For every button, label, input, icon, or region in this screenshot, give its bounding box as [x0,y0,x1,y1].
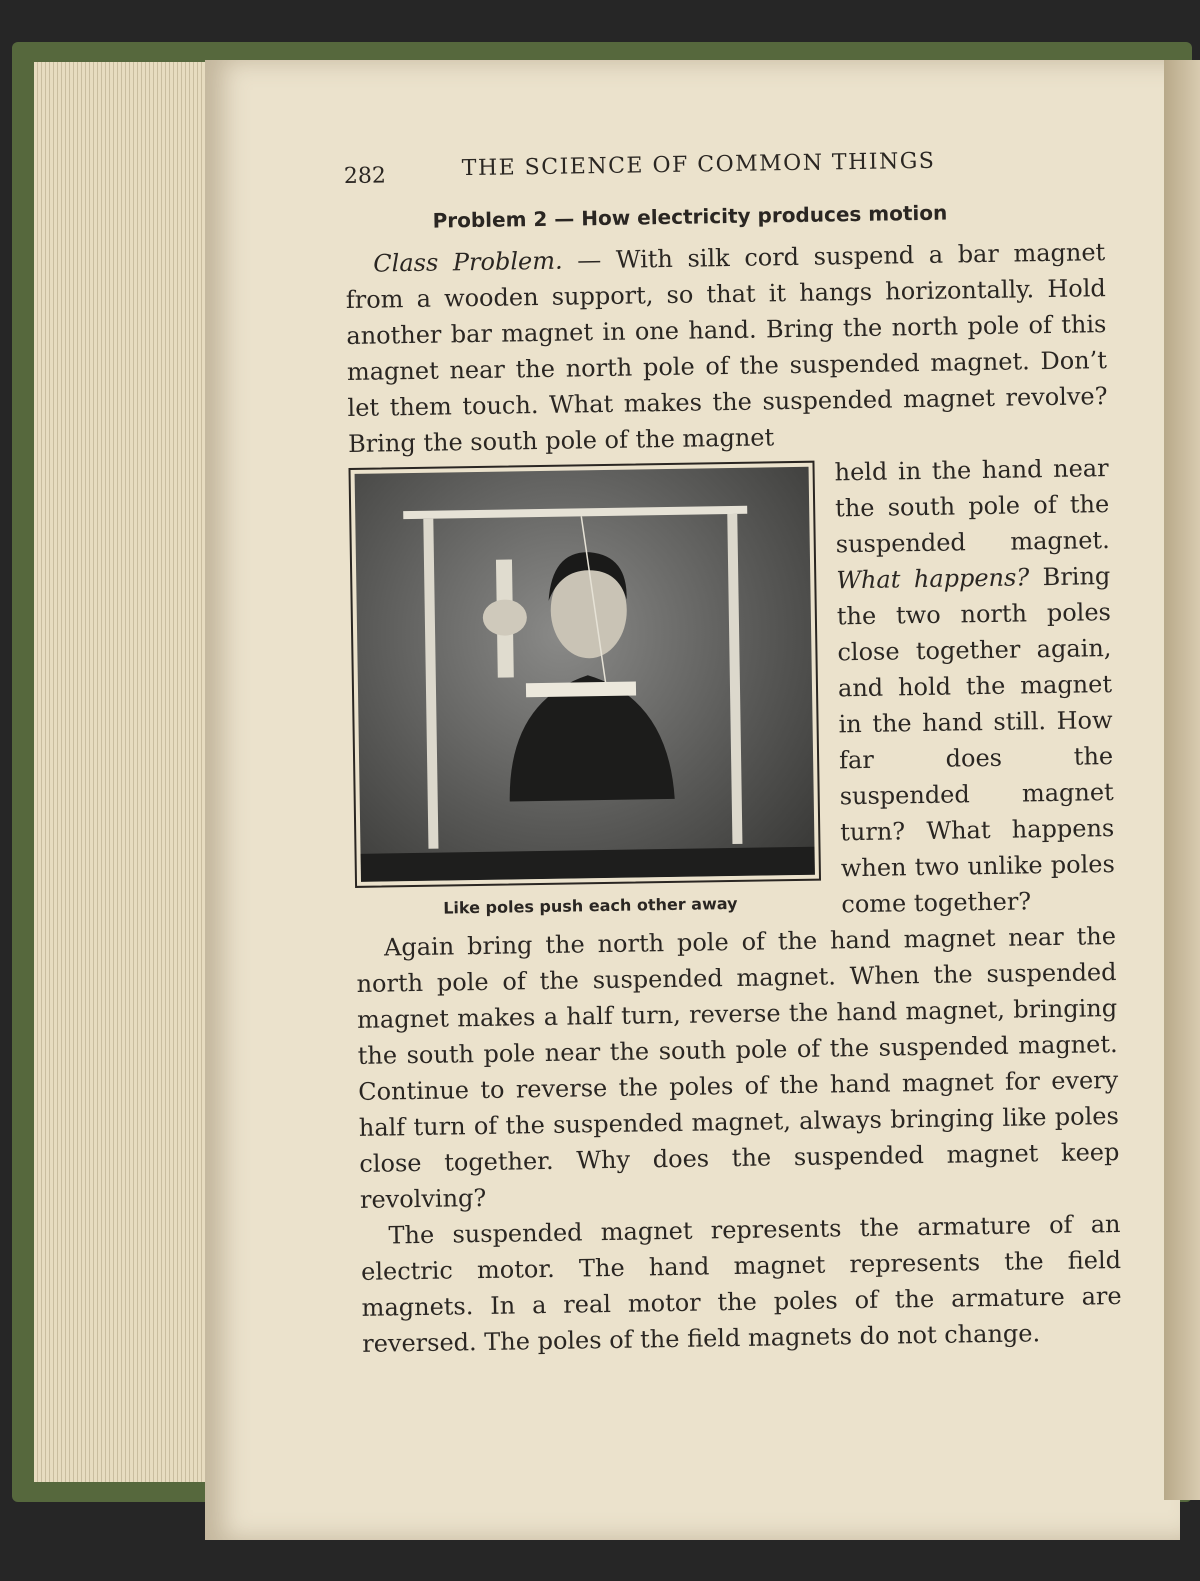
wrap-text-a: held in the hand near the south pole of the suspended magnet. [834,454,1110,559]
book-page [205,60,1180,1540]
class-problem-intro: — With silk cord suspend a bar magnet from a wooden support, so that it hangs horizontally. Hold another bar magnet in one hand. Bring the north pole of this magnet near the north pole of the suspended magnet. Don’t let them touch. What makes the suspended magnet revolve? Bring the south pole of the magnet [345,238,1108,459]
wooden-support-crossbar [403,506,747,519]
page-number: 282 [343,163,387,190]
paragraph-motor-explanation: The suspended magnet represents the armature of an electric motor. The hand magnet represents the field magnets. In a real motor the poles of the armature are reversed. The poles of the field magnets do not change. [360,1209,1122,1358]
table-surface [361,847,815,882]
student-hand [483,599,528,636]
magnet-demonstration-photo [355,467,815,882]
page-edges [34,62,224,1482]
wrap-text-b: Bring the two north poles close together again, and hold the magnet in the hand still. How far does the suspended magnet turn? What happens when two unlike poles come together? [836,562,1116,919]
next-page-edge [1164,60,1200,1500]
page-content [344,142,1123,1362]
figure-caption: Like poles push each other away [443,893,738,918]
paragraph-reverse-magnet: Again bring the north pole of the hand magnet near the north pole of the suspended magnet. When the suspended magnet makes a half turn, reverse the hand magnet, bringing the south pole near the south pole of the suspended magnet. Continue to reverse the poles of the hand magnet for every half turn of the suspended magnet, always bringing like poles close together. Why does the suspended magnet keep revolving? [356,922,1120,1214]
wrap-text-question: What happens? [836,563,1030,595]
suspended-bar-magnet [526,682,636,698]
figure [348,461,825,922]
problem-heading: Problem 2 — How electricity produces motion [432,200,948,233]
running-head [344,142,1105,194]
figure-photo [355,467,815,882]
paragraph-class-problem [345,234,1108,462]
wooden-support-right-post [727,514,742,844]
running-title: THE SCIENCE OF COMMON THINGS [461,148,936,182]
figure-frame [348,461,821,888]
wooden-support-left-post [423,519,438,849]
class-problem-label: Class Problem. [373,246,563,278]
